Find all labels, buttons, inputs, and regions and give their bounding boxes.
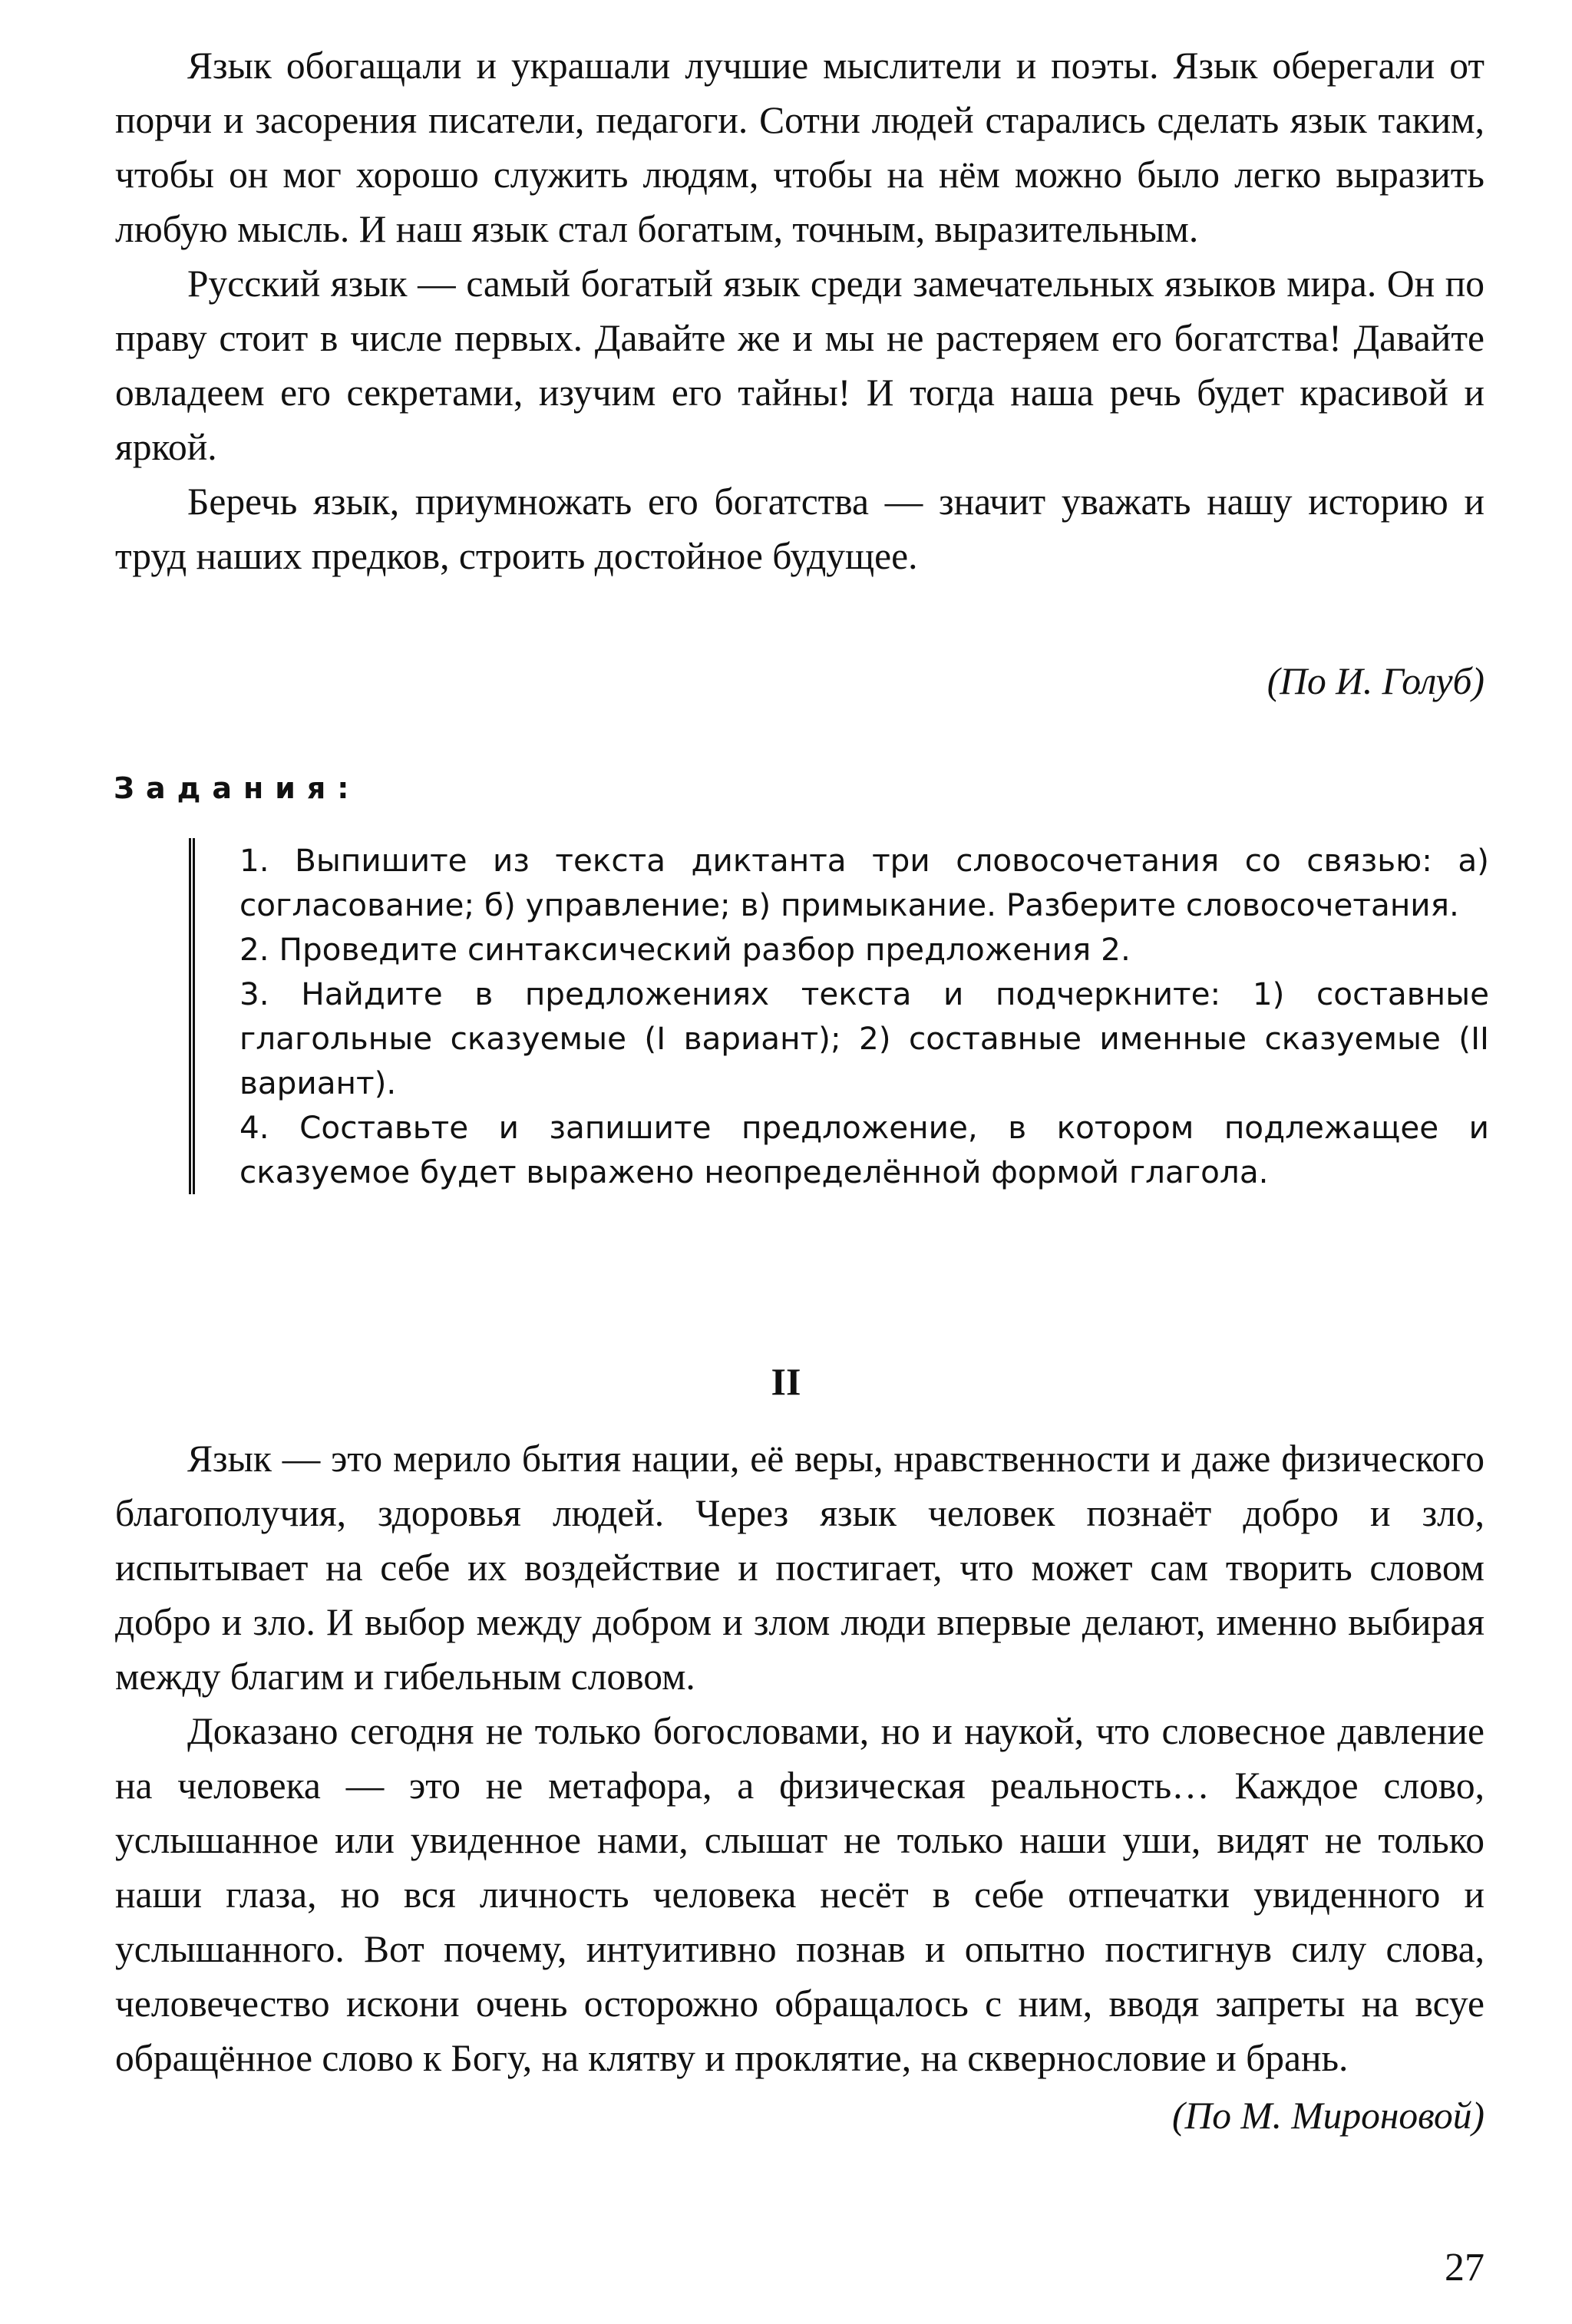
dictation-text-1 xyxy=(115,38,1484,583)
task-item: 2. Проведите синтаксический разбор предложения 2. xyxy=(239,931,1131,968)
task-item: 4. Составьте и запишите предложение, в котором подлежащее и сказуемое будет выражено неопределённой формой глагола. xyxy=(239,1109,1489,1190)
paragraph: Доказано сегодня не только богословами, но и наукой, что словесное давление на человека — это не метафора, а физическая реальность… Каждое слово, услышанное или увиденное нами, слышат не только наши уши, видят не только наши глаза, но вся личность человека несёт в себе отпечатки увиденного и услышанного. Вот почему, интуитивно познав и опытно постигнув силу слова, человечество искони очень осторожно обращалось с ним, вводя запреты на всуе обращённое слово к Богу, на клятву и проклятие, на сквернословие и брань. xyxy=(115,1710,1484,2079)
paragraph: Язык обогащали и украшали лучшие мыслители и поэты. Язык оберегали от порчи и засорения писатели, педагоги. Сотни людей старались сделать язык таким, чтобы он мог хорошо служить людям, чтобы на нём можно было легко выразить любую мысль. И наш язык стал богатым, точным, выразительным. xyxy=(115,45,1484,250)
task-item: 3. Найдите в предложениях текста и подчеркните: 1) составные глагольные сказуемые (I вариант); 2) составные именные сказуемые (II вариант). xyxy=(239,975,1489,1101)
paragraph: Беречь язык, приумножать его богатства — значит уважать нашу историю и труд наших предков, строить достойное будущее. xyxy=(115,480,1484,577)
paragraph: Русский язык — самый богатый язык среди замечательных языков мира. Он по праву стоит в числе первых. Давайте же и мы не растеряем его богатства! Давайте овладеем его секретами, изучим его тайны! И тогда наша речь будет красивой и яркой. xyxy=(115,262,1484,468)
section-number: II xyxy=(771,1360,801,1403)
tasks-box xyxy=(189,838,1489,1194)
dictation-text-2 xyxy=(115,1431,1484,2085)
page-number: 27 xyxy=(1445,2246,1484,2289)
source-attribution: (По И. Голуб) xyxy=(1267,660,1484,702)
task-item: 1. Выпишите из текста диктанта три словосочетания со связью: а) согласование; б) управление; в) примыкание. Разберите словосочетания. xyxy=(239,842,1489,923)
paragraph: Язык — это мерило бытия нации, её веры, нравственности и даже физического благополучия, здоровья людей. Через язык человек познаёт добро и зло, испытывает на себе их воздействие и постигает, что может сам творить словом добро и зло. И выбор между добром и злом люди впервые делают, именно выбирая между благим и гибельным словом. xyxy=(115,1438,1484,1698)
tasks-list xyxy=(239,838,1489,1194)
source-attribution: (По М. Мироновой) xyxy=(1172,2095,1484,2137)
tasks-heading: Задания: xyxy=(114,771,361,805)
